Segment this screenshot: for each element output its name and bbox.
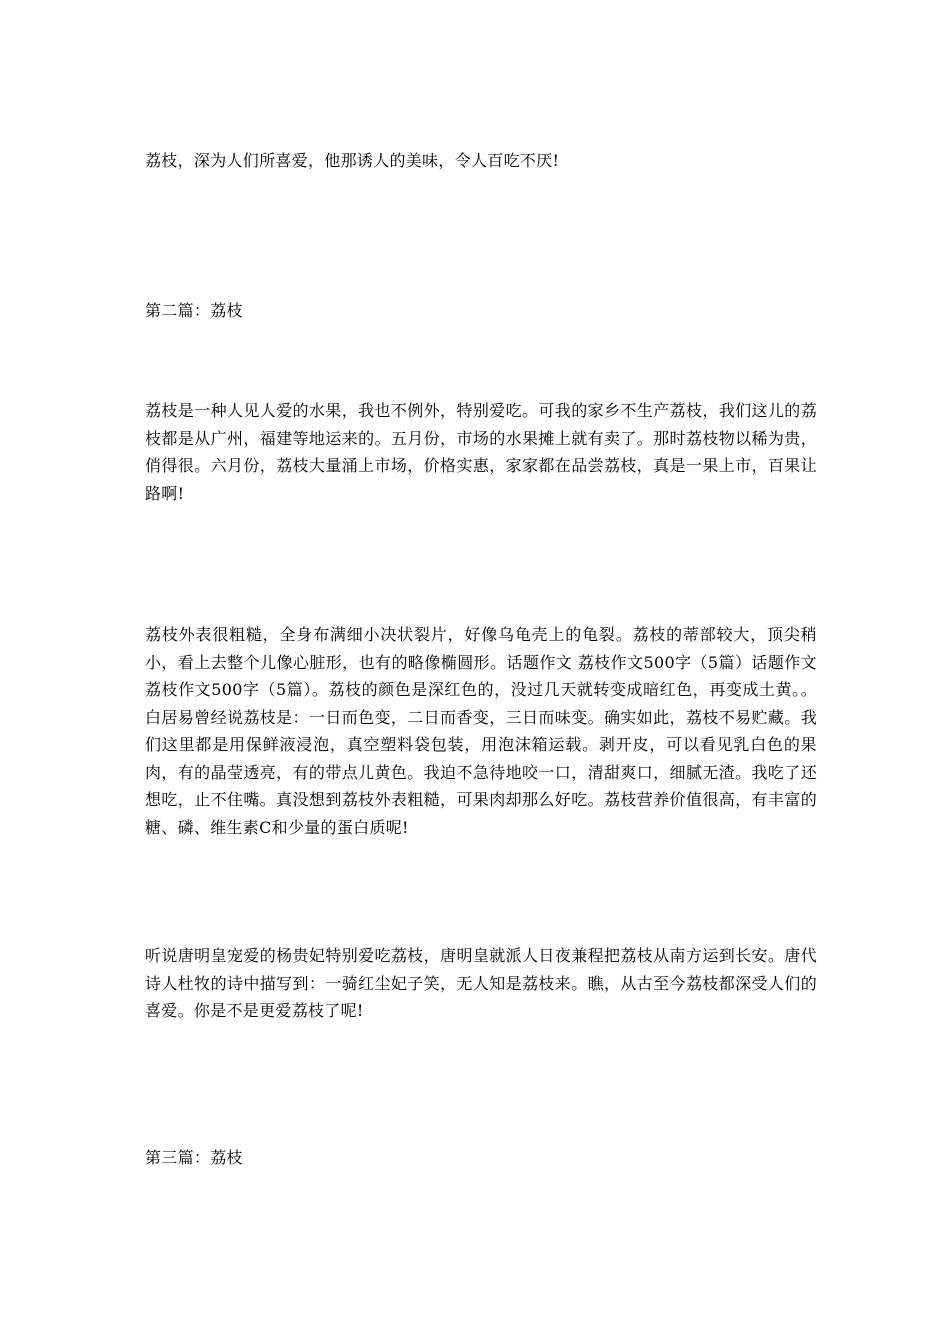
paragraph-lychee-history: 听说唐明皇宠爱的杨贵妃特别爱吃荔枝，唐明皇就派人日夜兼程把荔枝从南方运到长安。唐代诗人杜牧的诗中描写到：一骑红尘妃子笑，无人知是荔枝来。瞧，从古至今荔枝都深受人们的喜爱。你是不是更爱荔枝了呢!: [145, 946, 817, 1020]
paragraph-lychee-market: 荔枝是一种人见人爱的水果，我也不例外，特别爱吃。可我的家乡不生产荔枝，我们这儿的荔枝都是从广州，福建等地运来的。五月份，市场的水果摊上就有卖了。那时荔枝物以稀为贵，俏得很。六月份，荔枝大量涌上市场，价格实惠，家家都在品尝荔枝，真是一果上市，百果让路啊!: [145, 401, 817, 503]
section-three-heading: 第三篇：荔枝: [145, 1148, 243, 1167]
section-two-heading: 第二篇：荔枝: [145, 301, 243, 320]
intro-line: 荔枝，深为人们所喜爱，他那诱人的美味，令人百吃不厌!: [145, 151, 560, 170]
paragraph-lychee-appearance: 荔枝外表很粗糙，全身布满细小决状裂片，好像乌龟壳上的龟裂。荔枝的蒂部较大，顶尖稍小，看上去整个儿像心脏形，也有的略像椭圆形。话题作文 荔枝作文500字（5篇）话题作文 荔枝作文500字（5篇）。荔枝的颜色是深红色的，没过几天就转变成暗红色，再变成土黄。。白居易曾经说荔枝是：一日而色变，二日而香变，三日而味变。确实如此，荔枝不易贮藏。我们这里都是用保鲜液浸泡，真空塑料袋包装，用泡沫箱运载。剥开皮，可以看见乳白色的果肉，有的晶莹透亮，有的带点儿黄色。我迫不急待地咬一口，清甜爽口，细腻无渣。我吃了还想吃，止不住嘴。真没想到荔枝外表粗糙，可果肉却那么好吃。荔枝营养价值很高，有丰富的糖、磷、维生素C和少量的蛋白质呢!: [145, 625, 817, 837]
